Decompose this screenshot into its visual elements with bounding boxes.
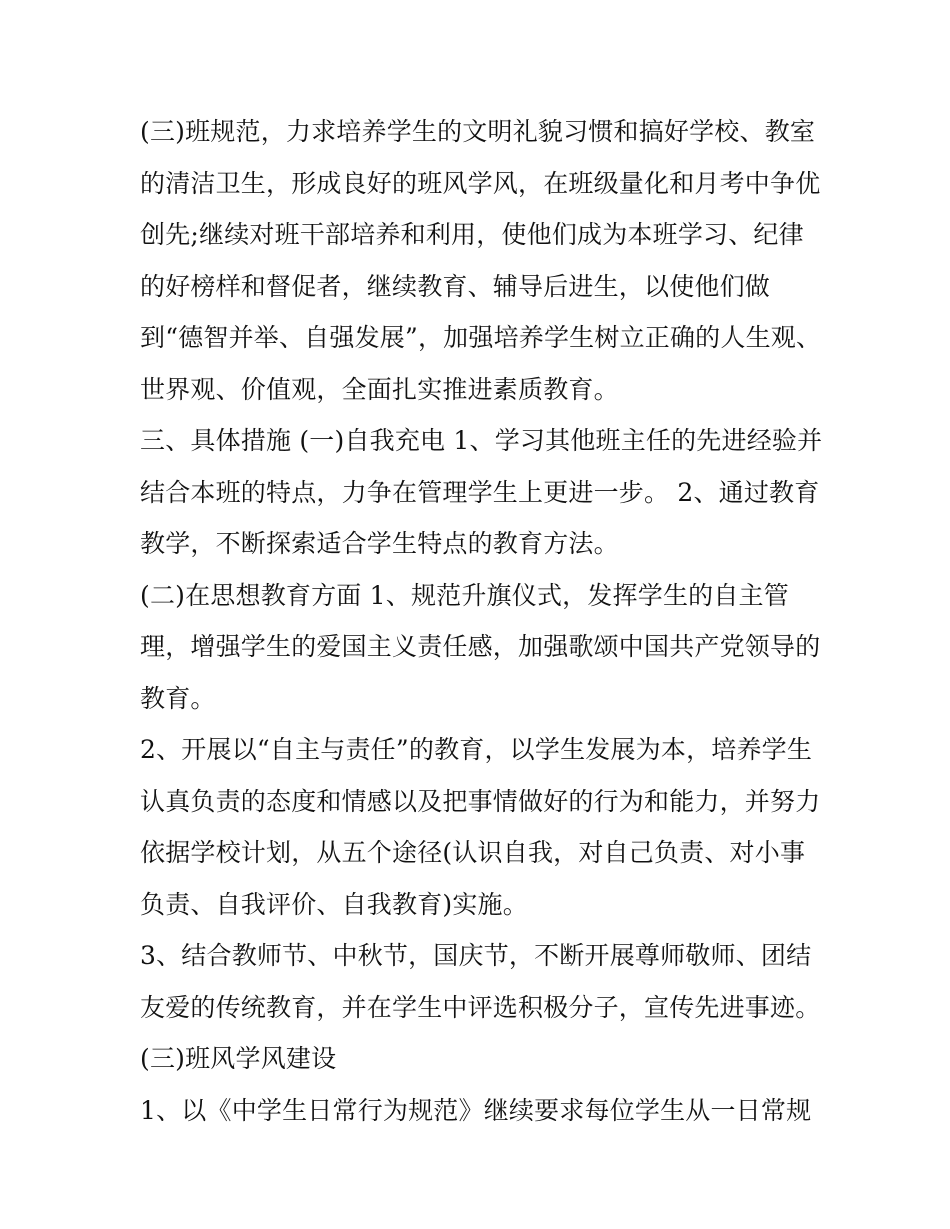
text-line: 依据学校计划，从五个途径(认识自我，对自己负责、对小事 <box>140 838 806 867</box>
text-line: 的清洁卫生，形成良好的班风学风，在班级量化和月考中争优 <box>140 168 821 198</box>
text-line: 3、结合教师节、中秋节，国庆节，不断开展尊师敬师、团结 <box>140 941 812 970</box>
text-line: 负责、自我评价、自我教育)实施。 <box>140 889 528 919</box>
text-line: 2、开展以“自主与责任”的教育，以学生发展为本，培养学生 <box>140 735 813 764</box>
text-line: 教育。 <box>140 683 216 713</box>
text-line: 结合本班的特点，力争在管理学生上更进一步。 2、通过教育 <box>140 477 820 507</box>
text-line: 理，增强学生的爱国主义责任感，加强歌颂中国共产党领导的 <box>140 632 821 661</box>
text-line: 教学，不断探索适合学生特点的教育方法。 <box>140 529 619 558</box>
text-line: 三、具体措施 (一)自我充电 1、学习其他班主任的先进经验并 <box>140 426 823 455</box>
text-line: 到“德智并举、自强发展”，加强培养学生树立正确的人生观、 <box>140 323 822 352</box>
text-line: 1、以《中学生日常行为规范》继续要求每位学生从一日常规 <box>140 1095 812 1125</box>
text-line: 认真负责的态度和情感以及把事情做好的行为和能力，并努力 <box>140 786 821 816</box>
text-line: 友爱的传统教育，并在学生中评选积极分子，宣传先进事迹。 <box>140 992 821 1022</box>
text-line: 的好榜样和督促者，继续教育、辅导后进生，以使他们做 <box>140 271 771 301</box>
text-line: 世界观、价值观，全面扎实推进素质教育。 <box>140 374 619 404</box>
text-line: (三)班规范，力求培养学生的文明礼貌习惯和搞好学校、教室 <box>140 117 816 146</box>
text-line: 创先;继续对班干部培养和利用，使他们成为本班学习、纪律 <box>140 220 804 249</box>
text-line: (二)在思想教育方面 1、规范升旗仪式，发挥学生的自主管 <box>140 580 789 610</box>
text-line: (三)班风学风建设 <box>140 1044 337 1073</box>
document-body <box>140 106 823 1136</box>
